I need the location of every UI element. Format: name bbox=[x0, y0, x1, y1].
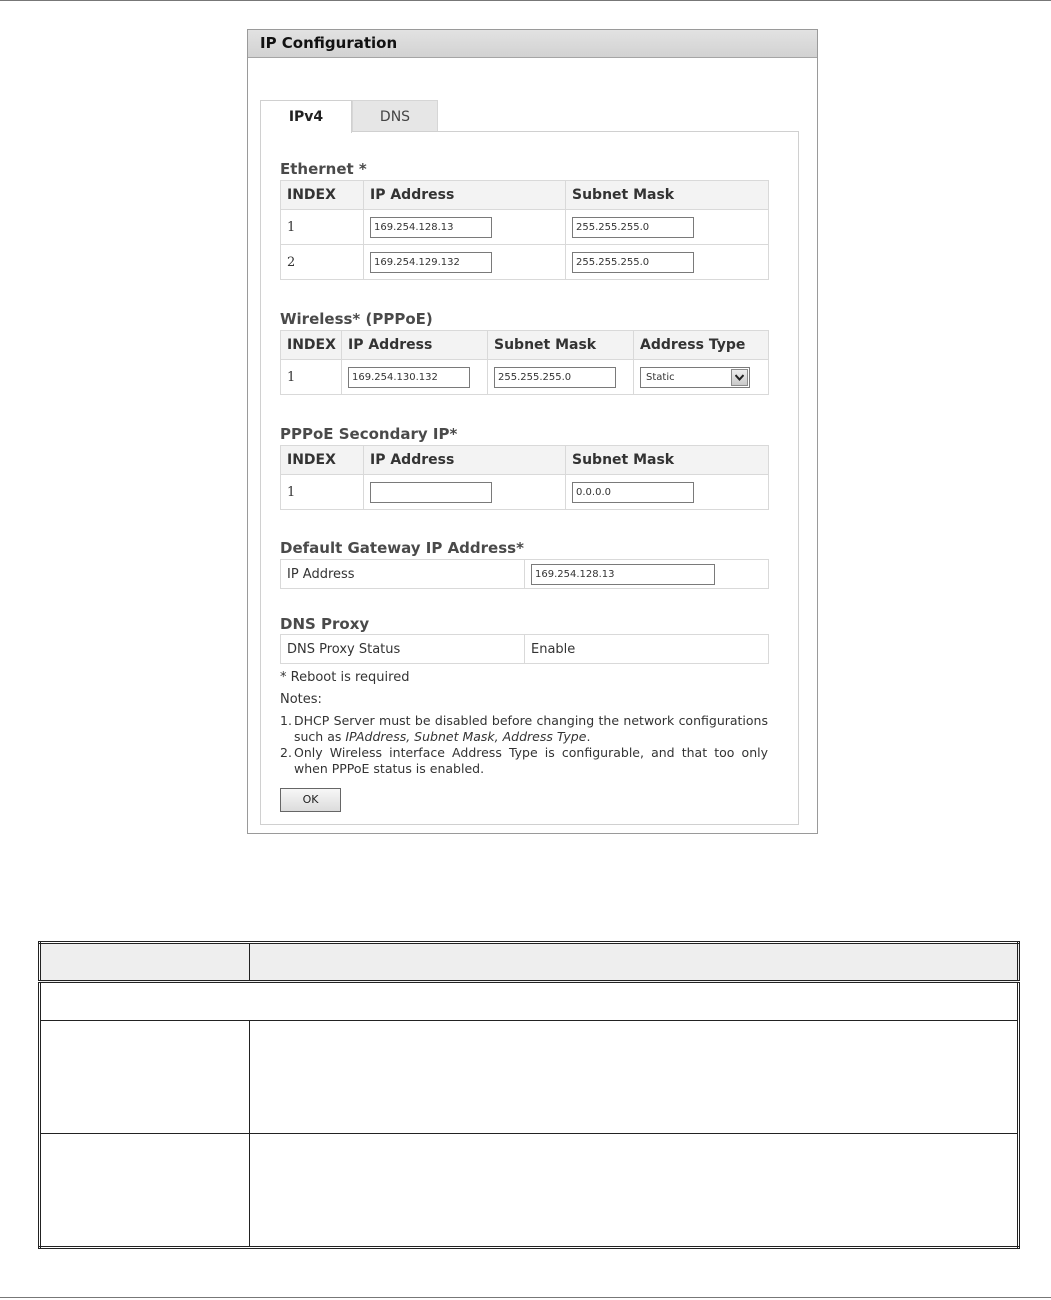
dns-proxy-value: Enable bbox=[525, 635, 769, 664]
address-type-select[interactable] bbox=[640, 367, 750, 388]
ethernet-title: Ethernet * bbox=[280, 160, 367, 178]
table-header-row bbox=[40, 943, 1019, 982]
wireless-title: Wireless* (PPPoE) bbox=[280, 310, 433, 328]
table-row bbox=[40, 1134, 1019, 1248]
bottom-rule bbox=[0, 1297, 1051, 1298]
table-cell bbox=[250, 1134, 1019, 1248]
chevron-down-icon bbox=[731, 369, 748, 386]
gateway-label: IP Address bbox=[281, 560, 525, 589]
ip-configuration-panel bbox=[247, 29, 818, 834]
pppoe-secondary-title: PPPoE Secondary IP* bbox=[280, 425, 458, 443]
column-header: Address Type bbox=[634, 331, 769, 360]
pppoe-secondary-table bbox=[280, 445, 769, 510]
notes-title: Notes: bbox=[280, 692, 322, 707]
panel-title: IP Configuration bbox=[248, 30, 817, 58]
note-item: 1. DHCP Server must be disabled before changing the network configurations such as IPAddress, Subnet Mask, Address Type. bbox=[280, 713, 768, 744]
table-header-row bbox=[281, 181, 769, 210]
section-row bbox=[40, 982, 1019, 1021]
parameter-table bbox=[38, 941, 1020, 1249]
dns-proxy-title: DNS Proxy bbox=[280, 615, 370, 633]
column-header: Subnet Mask bbox=[566, 181, 769, 210]
gateway-table bbox=[280, 559, 769, 589]
tab-dns[interactable]: DNS bbox=[352, 100, 438, 132]
note-item: 2. Only Wireless interface Address Type is configurable, and that too only when PPPoE status is enabled. bbox=[280, 745, 768, 776]
table-row bbox=[281, 245, 769, 280]
column-header: IP Address bbox=[364, 446, 566, 475]
row-index: 1 bbox=[281, 360, 342, 395]
row-index: 1 bbox=[281, 475, 364, 510]
ethernet-1-mask-input[interactable] bbox=[572, 217, 694, 238]
table-row bbox=[281, 475, 769, 510]
ethernet-1-ip-input[interactable] bbox=[370, 217, 492, 238]
column-header bbox=[40, 943, 250, 982]
ethernet-2-ip-input[interactable] bbox=[370, 252, 492, 273]
tab-ipv4[interactable]: IPv4 bbox=[260, 100, 352, 133]
column-header: INDEX bbox=[281, 446, 364, 475]
wireless-mask-input[interactable] bbox=[494, 367, 616, 388]
address-type-value: Static bbox=[646, 371, 675, 383]
dns-proxy-table bbox=[280, 634, 769, 664]
notes-list bbox=[280, 713, 768, 777]
table-row bbox=[281, 560, 769, 589]
row-index: 2 bbox=[281, 245, 364, 280]
table-row bbox=[40, 982, 1019, 1021]
top-rule bbox=[0, 0, 1051, 1]
column-header: INDEX bbox=[281, 181, 364, 210]
table-cell bbox=[40, 1134, 250, 1248]
ok-button[interactable]: OK bbox=[280, 788, 341, 812]
table-row bbox=[281, 635, 769, 664]
pppoe-secondary-ip-input[interactable] bbox=[370, 482, 492, 503]
column-header: IP Address bbox=[342, 331, 488, 360]
column-header: Subnet Mask bbox=[488, 331, 634, 360]
wireless-ip-input[interactable] bbox=[348, 367, 470, 388]
table-header-row bbox=[281, 331, 769, 360]
column-header bbox=[250, 943, 1019, 982]
gateway-title: Default Gateway IP Address* bbox=[280, 539, 524, 557]
table-header-row bbox=[281, 446, 769, 475]
table-cell bbox=[40, 1021, 250, 1134]
table-row bbox=[281, 360, 769, 395]
ethernet-2-mask-input[interactable] bbox=[572, 252, 694, 273]
wireless-table bbox=[280, 330, 769, 395]
ethernet-table bbox=[280, 180, 769, 280]
column-header: INDEX bbox=[281, 331, 342, 360]
row-index: 1 bbox=[281, 210, 364, 245]
reboot-note: * Reboot is required bbox=[280, 670, 410, 685]
table-cell bbox=[250, 1021, 1019, 1134]
table-row bbox=[281, 210, 769, 245]
table-row bbox=[40, 1021, 1019, 1134]
gateway-ip-input[interactable] bbox=[531, 564, 715, 585]
column-header: Subnet Mask bbox=[566, 446, 769, 475]
column-header: IP Address bbox=[364, 181, 566, 210]
dns-proxy-label: DNS Proxy Status bbox=[281, 635, 525, 664]
pppoe-secondary-mask-input[interactable] bbox=[572, 482, 694, 503]
